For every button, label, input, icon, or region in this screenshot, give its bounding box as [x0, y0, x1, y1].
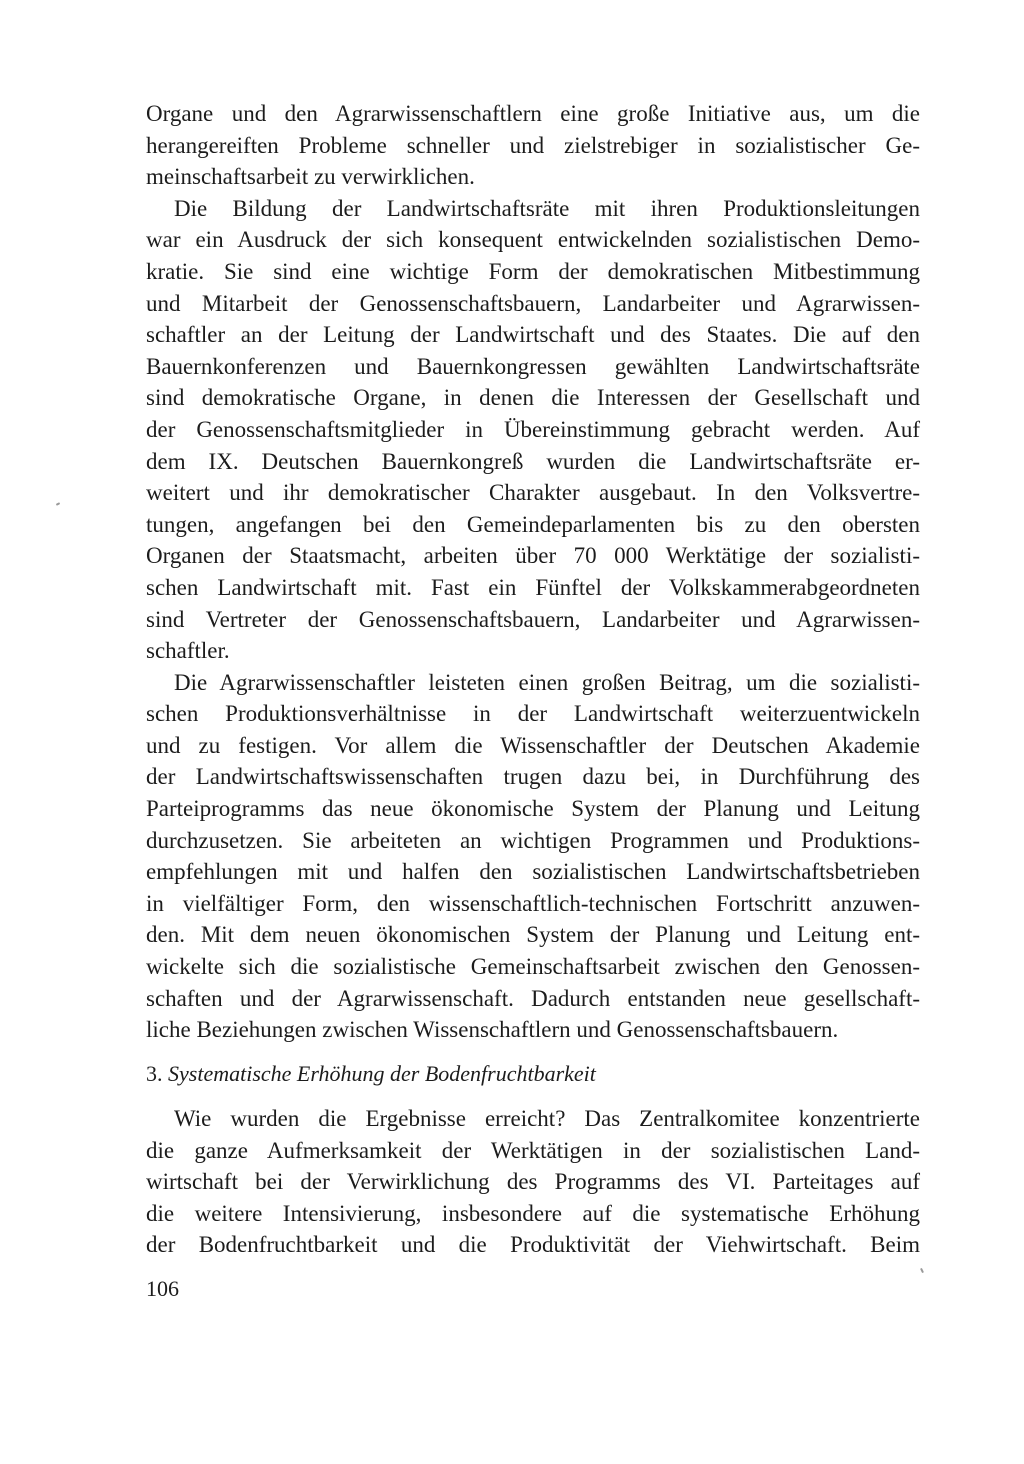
- text-line: durchzusetzen. Sie arbeiteten an wichtigen Programmen und Produktions-: [146, 827, 920, 853]
- text-line: Bauernkonferenzen und Bauernkongressen gewählten Landwirtschaftsräte: [146, 353, 920, 379]
- text-line: und Mitarbeit der Genossenschaftsbauern, Landarbeiter und Agrarwissen-: [146, 290, 920, 316]
- text-line: die ganze Aufmerksamkeit der Werktätigen in der sozialistischen Land-: [146, 1137, 920, 1163]
- text-line: schen Produktionsverhältnisse in der Landwirtschaft weiterzuentwickeln: [146, 701, 920, 727]
- paragraph-continued: [146, 98, 920, 193]
- text-line: und zu festigen. Vor allem die Wissenschaftler der Deutschen Akademie: [146, 732, 920, 758]
- text-line: sind demokratische Organe, in denen die Interessen der Gesellschaft und: [146, 385, 920, 411]
- text-line: wirtschaft bei der Verwirklichung des Programms des VI. Parteitages auf: [146, 1169, 920, 1195]
- text-line: Die Agrarwissenschaftler leisteten einen großen Beitrag, um die sozialisti-: [174, 669, 920, 695]
- body-text-lower: [146, 1103, 920, 1261]
- text-line: dem IX. Deutschen Bauernkongreß wurden die Landwirtschaftsräte er-: [146, 448, 920, 474]
- text-line: Organen der Staatsmacht, arbeiten über 70 000 Werktätige der sozialisti-: [146, 543, 920, 569]
- text-line: schaftler an der Leitung der Landwirtschaft und des Staates. Die auf den: [146, 322, 920, 348]
- text-line: war ein Ausdruck der sich konsequent entwickelnden sozialistischen Demo-: [146, 227, 920, 253]
- text-line: der Bodenfruchtbarkeit und die Produktivität der Viehwirtschaft. Beim: [146, 1232, 920, 1258]
- paragraph-landwirtschaftsraete: [146, 193, 920, 667]
- scan-speck: [56, 502, 60, 506]
- section-number: 3.: [146, 1061, 163, 1086]
- text-line: die weitere Intensivierung, insbesondere auf die systematische Erhöhung: [146, 1200, 920, 1226]
- text-line: weitert und ihr demokratischer Charakter ausgebaut. In den Volksvertre-: [146, 480, 920, 506]
- text-line: der Genossenschaftsmitglieder in Übereinstimmung gebracht werden. Auf: [146, 416, 920, 442]
- text-line: schaften und der Agrarwissenschaft. Dadurch entstanden neue gesellschaft-: [146, 985, 920, 1011]
- text-line: der Landwirtschaftswissenschaften trugen dazu bei, in Durchführung des: [146, 764, 920, 790]
- text-line: tungen, angefangen bei den Gemeindeparlamenten bis zu den obersten: [146, 511, 920, 537]
- text-line: Wie wurden die Ergebnisse erreicht? Das Zentralkomitee konzentrierte: [174, 1106, 920, 1131]
- scan-speck: [920, 1268, 924, 1273]
- text-line: in vielfältiger Form, den wissenschaftlich-technischen Fortschritt anzuwen-: [146, 890, 920, 916]
- paragraph-ergebnisse: [146, 1103, 920, 1261]
- text-line: herangereiften Probleme schneller und zielstrebiger in sozialistischer Ge-: [146, 132, 920, 158]
- page-number: 106: [146, 1276, 179, 1301]
- section-title: Systematische Erhöhung der Bodenfruchtbarkeit: [168, 1061, 596, 1086]
- body-text-upper: [146, 98, 920, 1046]
- paragraph-agrarwissenschaftler: [146, 667, 920, 1046]
- text-line: Parteiprogramms das neue ökonomische System der Planung und Leitung: [146, 796, 920, 822]
- text-line: sind Vertreter der Genossenschaftsbauern, Landarbeiter und Agrarwissen-: [146, 606, 920, 632]
- text-line: schaftler.: [146, 638, 230, 664]
- text-line: liche Beziehungen zwischen Wissenschaftlern und Genossenschaftsbauern.: [146, 1017, 839, 1043]
- text-line: kratie. Sie sind eine wichtige Form der demokratischen Mitbestimmung: [146, 258, 920, 284]
- text-line: Die Bildung der Landwirtschaftsräte mit ihren Produktionsleitungen: [174, 195, 920, 221]
- text-line: wickelte sich die sozialistische Gemeinschaftsarbeit zwischen den Genossen-: [146, 954, 920, 980]
- text-line: den. Mit dem neuen ökonomischen System der Planung und Leitung ent-: [146, 922, 920, 948]
- text-line: schen Landwirtschaft mit. Fast ein Fünftel der Volkskammerabgeordneten: [146, 574, 920, 600]
- section-heading: [146, 1061, 596, 1087]
- text-line: Organe und den Agrarwissenschaftlern eine große Initiative aus, um die: [146, 101, 920, 126]
- text-line: meinschaftsarbeit zu verwirklichen.: [146, 164, 475, 190]
- text-line: empfehlungen mit und halfen den sozialistischen Landwirtschaftsbetrieben: [146, 859, 920, 885]
